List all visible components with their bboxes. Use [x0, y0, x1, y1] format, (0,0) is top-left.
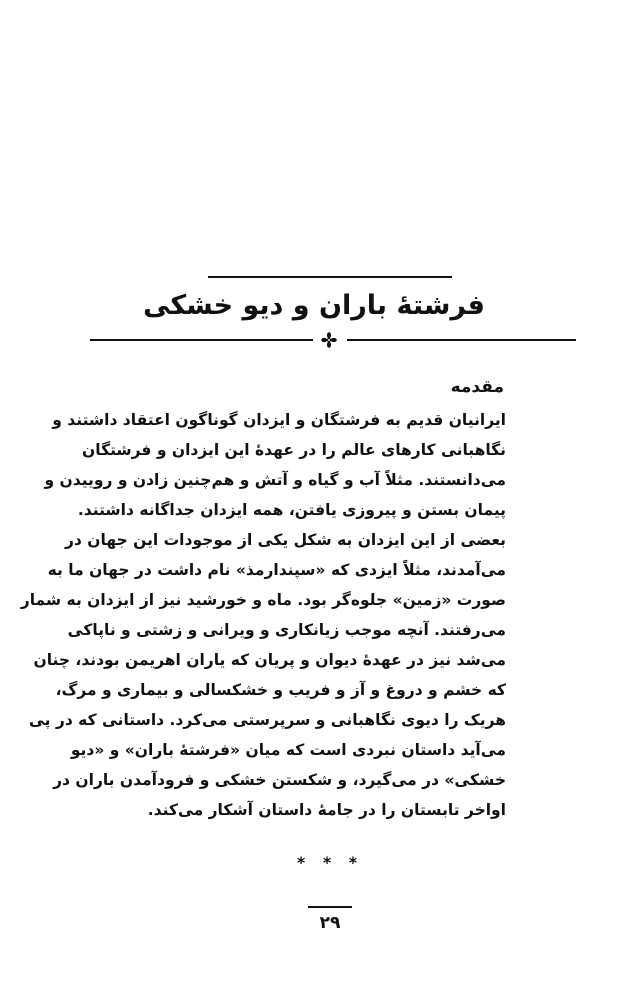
section-heading: مقدمه — [450, 377, 504, 397]
body-line: می‌شد نیز در عهدهٔ دیوان و پریان که یاران اهریمن بودند، چنان — [33, 651, 506, 669]
top-rule — [208, 276, 452, 278]
body-line: نگاهبانی کارهای عالم را در عهدهٔ این ایزدان و فرشتگان — [82, 441, 506, 459]
body-line: پیمان بستن و پیروزی یافتن، همه ایزدان جداگانه داشتند. — [77, 501, 506, 519]
flower-ornament-icon — [321, 332, 337, 348]
divider-line-left — [90, 339, 313, 341]
body-line: می‌آید داستان نبردی است که میان «فرشتهٔ باران» و «دیو — [70, 741, 506, 759]
chapter-title: فرشتهٔ باران و دیو خشکی — [143, 290, 485, 321]
page-number: ۲۹ — [319, 913, 341, 933]
body-line: می‌آمدند، مثلاً ایزدی که «سپندارمذ» نام داشت در جهان ما به — [47, 561, 506, 579]
title-ornament-divider — [90, 332, 576, 348]
body-line: اواخر تابستان را در جامهٔ داستان آشکار می‌کند. — [147, 801, 506, 819]
body-line: که خشم و دروغ و آز و فریب و خشکسالی و بیماری و مرگ، — [55, 681, 506, 699]
body-line: صورت «زمین» جلوه‌گر بود. ماه و خورشید نیز از ایزدان به شمار — [20, 591, 506, 609]
body-line: ایرانیان قدیم به فرشتگان و ایزدان گوناگون اعتقاد داشتند و — [52, 411, 506, 429]
body-line: بعضی از این ایزدان به شکل یکی از موجودات این جهان در — [65, 531, 506, 549]
body-line: می‌دانستند. مثلاً آب و گیاه و آتش و هم‌چنین زادن و روییدن و — [44, 471, 506, 489]
body-line: می‌رفتند. آنچه موجب زیانکاری و ویرانی و زشتی و ناپاکی — [67, 621, 506, 639]
section-separator: * * * — [296, 853, 364, 872]
divider-line-right — [347, 339, 576, 341]
body-line: هریک را دیوی نگاهبانی و سرپرستی می‌کرد. داستانی که در پی — [29, 711, 506, 729]
body-line: خشکی» در می‌گیرد، و شکستن خشکی و فرودآمدن باران در — [53, 771, 506, 789]
body-paragraph — [20, 405, 506, 825]
footer-rule — [308, 906, 352, 908]
